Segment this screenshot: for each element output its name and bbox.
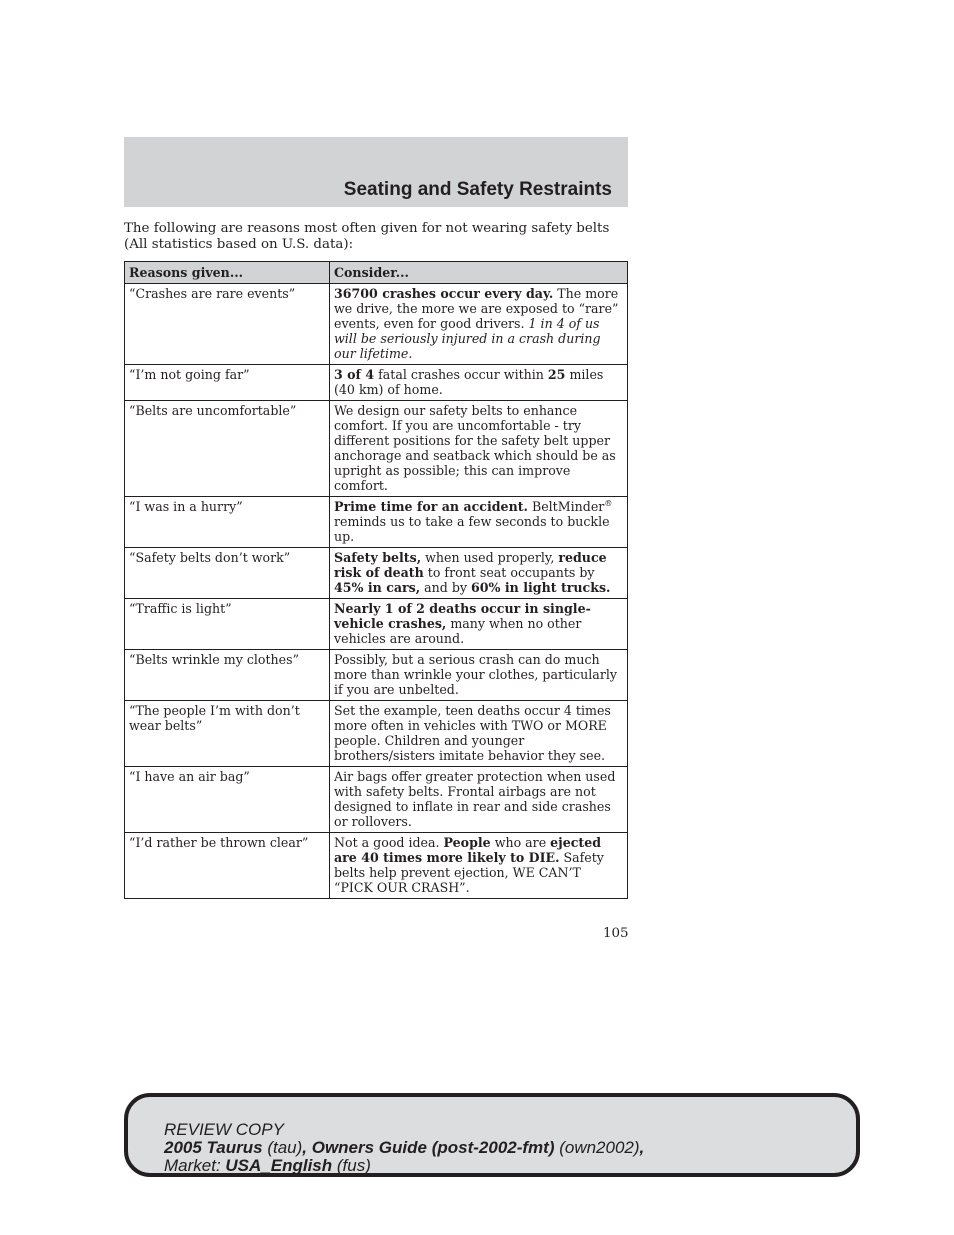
- consider-cell: [330, 365, 628, 401]
- review-copy-box: [124, 1093, 860, 1177]
- consider-text-segment: 60% in light trucks.: [471, 580, 611, 595]
- consider-cell: [330, 548, 628, 599]
- reason-cell: “I was in a hurry”: [125, 497, 330, 548]
- intro-paragraph: The following are reasons most often given for not wearing safety belts (All statistics based on U.S. data):: [124, 221, 610, 252]
- consider-text-segment: People: [443, 835, 491, 850]
- table-header-row: [125, 262, 628, 284]
- market-label: Market:: [164, 1156, 226, 1175]
- reason-cell: “I have an air bag”: [125, 767, 330, 833]
- consider-text-segment: 25: [547, 367, 566, 382]
- table-row: [125, 548, 628, 599]
- table-row: [125, 497, 628, 548]
- page-number: 105: [603, 926, 629, 941]
- consider-cell: [330, 284, 628, 365]
- consider-text-segment: BeltMinder: [527, 499, 605, 514]
- model-code: (tau): [262, 1138, 303, 1157]
- reason-cell: “Crashes are rare events”: [125, 284, 330, 365]
- consider-text-segment: who are: [490, 835, 551, 850]
- table-row: [125, 701, 628, 767]
- consider-text-segment: ®: [604, 498, 613, 508]
- reason-cell: “Belts are uncomfortable”: [125, 401, 330, 497]
- consider-text-segment: and by: [420, 580, 472, 595]
- market-line: [164, 1157, 644, 1175]
- consider-cell: [330, 701, 628, 767]
- table-row: [125, 833, 628, 899]
- document-id-line: [164, 1139, 644, 1157]
- reason-cell: “Safety belts don’t work”: [125, 548, 330, 599]
- reasons-table: [124, 261, 628, 899]
- consider-text-segment: Set the example, teen deaths occur 4 times more often in vehicles with TWO or MORE people. Children and younger brothers/sisters imitate behavior they see.: [334, 703, 611, 763]
- guide-code: (own2002): [554, 1138, 640, 1157]
- consider-text-segment: reduce risk of death: [334, 550, 607, 580]
- consider-text-segment: Nearly 1 of 2 deaths occur in single-vehicle crashes,: [334, 601, 591, 631]
- consider-text-segment: fatal crashes occur within: [374, 367, 548, 382]
- review-copy-label: REVIEW COPY: [164, 1120, 284, 1139]
- table-row: [125, 365, 628, 401]
- consider-cell: [330, 650, 628, 701]
- consider-text-segment: when used properly,: [421, 550, 559, 565]
- reason-cell: “Belts wrinkle my clothes”: [125, 650, 330, 701]
- consider-text-segment: 3 of 4: [334, 367, 375, 382]
- consider-text-segment: 1 in 4 of us will be seriously injured in a crash during our lifetime.: [334, 316, 601, 361]
- table-row: [125, 767, 628, 833]
- consider-cell: [330, 833, 628, 899]
- consider-text-segment: Air bags offer greater protection when used with safety belts. Frontal airbags are not designed to inflate in rear and side crashes or rollovers.: [334, 769, 616, 829]
- consider-cell: [330, 497, 628, 548]
- consider-text-segment: 36700 crashes occur every day.: [334, 286, 554, 301]
- consider-cell: [330, 401, 628, 497]
- consider-cell: [330, 599, 628, 650]
- consider-text-segment: reminds us to take a few seconds to buckle up.: [334, 514, 610, 544]
- table-body: [125, 284, 628, 899]
- reason-cell: “I’d rather be thrown clear”: [125, 833, 330, 899]
- consider-text-segment: miles (40 km) of home.: [334, 367, 604, 397]
- reason-cell: “Traffic is light”: [125, 599, 330, 650]
- market-code: (fus): [332, 1156, 371, 1175]
- consider-text-segment: The more we drive, the more we are exposed to “rare” events, even for good drivers.: [334, 286, 619, 331]
- column-header-reasons: Reasons given...: [125, 262, 330, 284]
- market-value: USA_English: [225, 1156, 333, 1175]
- table-row: [125, 599, 628, 650]
- consider-text-segment: Prime time for an accident.: [334, 499, 528, 514]
- consider-cell: [330, 767, 628, 833]
- consider-text-segment: to front seat occupants by: [423, 565, 595, 580]
- table-row: [125, 401, 628, 497]
- consider-text-segment: Safety belts help prevent ejection, WE CAN’T “PICK OUR CRASH”.: [334, 850, 604, 895]
- separator: ,: [639, 1138, 645, 1157]
- consider-text-segment: ejected are 40 times more likely to DIE.: [334, 835, 602, 865]
- table-row: [125, 284, 628, 365]
- consider-text-segment: Not a good idea.: [334, 835, 444, 850]
- reason-cell: “The people I’m with don’t wear belts”: [125, 701, 330, 767]
- section-header-band: [124, 137, 628, 207]
- section-title: Seating and Safety Restraints: [343, 179, 612, 200]
- consider-text-segment: Possibly, but a serious crash can do much more than wrinkle your clothes, particularly if you are unbelted.: [334, 652, 617, 697]
- consider-text-segment: Safety belts,: [334, 550, 422, 565]
- column-header-consider: Consider...: [330, 262, 628, 284]
- table-row: [125, 650, 628, 701]
- consider-text-segment: We design our safety belts to enhance comfort. If you are uncomfortable - try different positions for the safety belt upper anchorage and seatback which should be as upright as possible; this can improve comfort.: [334, 403, 616, 493]
- review-copy-text: [164, 1121, 644, 1175]
- guide-name: , Owners Guide (post-2002-fmt): [302, 1138, 555, 1157]
- consider-text-segment: 45% in cars,: [334, 580, 421, 595]
- consider-text-segment: many when no other vehicles are around.: [334, 616, 582, 646]
- model-name: 2005 Taurus: [164, 1138, 263, 1157]
- reason-cell: “I’m not going far”: [125, 365, 330, 401]
